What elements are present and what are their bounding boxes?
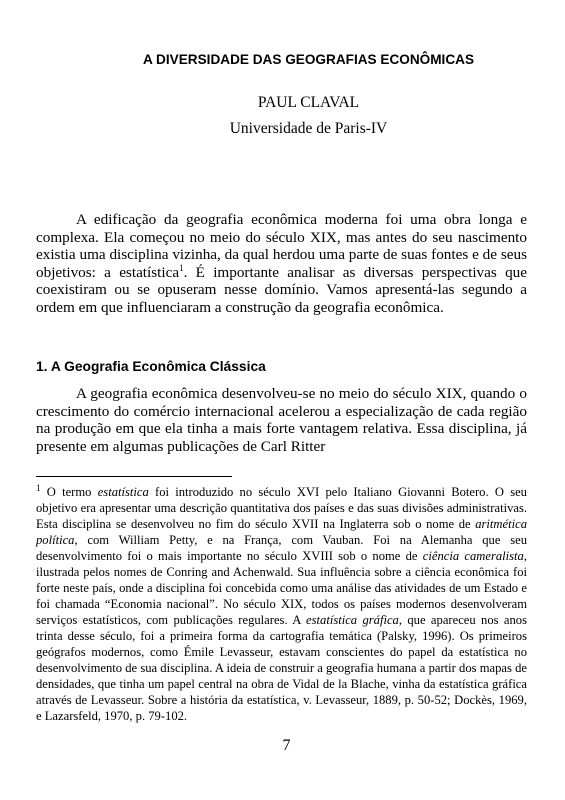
author-name: PAUL CLAVAL: [257, 94, 360, 111]
article-title: A DIVERSIDADE DAS GEOGRAFIAS ECONÔMICAS: [142, 52, 475, 67]
footnote-italic-term: estatística: [97, 485, 149, 499]
section-heading: 1. A Geografia Econômica Clássica: [36, 359, 266, 374]
footnote-text: foi introduzido no século XVI pelo Italiano Giovanni Botero. O seu objetivo era apresentar uma descrição quantitativa dos países e das suas divisões administrativas. Esta disciplina se desenvolveu no fim do século XVII na Inglaterra sob o nome de: [36, 485, 527, 531]
section-paragraph: A geografia econômica desenvolveu-se no meio do século XIX, quando o crescimento do comércio internacional acelerou a especialização de cada região na produção em que ela tinha a mais forte vantagem relativa. Essa disciplina, já presente em algumas publicações de Carl Ritter: [36, 385, 527, 455]
page-number: 7: [282, 737, 291, 754]
footnote-italic-term: estatística gráfica: [306, 613, 399, 627]
footnote-reference[interactable]: 1: [179, 262, 184, 273]
footnote-marker: 1: [36, 482, 41, 493]
footnote: [36, 484, 527, 724]
footnote-text: , que apareceu nos anos trinta desse século, foi a primeira forma da cartografia temática (Palsky, 1996). Os primeiros geógrafos modernos, como Émile Levasseur, estavam conscientes do papel da estatística no desenvolvimento de sua disciplina. A ideia de construir a geografia humana a partir dos mapas de densidades, que tinha um papel central na obra de Vidal de la Blache, vinha da estatística gráfica através de Levasseur. Sobre a história da estatística, v. Levasseur, 1889, p. 50-52; Dockès, 1969, e Lazarsfeld, 1970, p. 79-102.: [36, 613, 527, 723]
footnote-text: , ilustrada pelos nomes de Conring and Achenwald. Sua influência sobre a ciência econômica foi forte neste país, onde a disciplina foi concebida como uma análise das atividades de um Estado e foi chamada “Economia nacional”. No século XIX, todos os países modernos desenvolveram serviços estatísticos, com publicações regulares. A: [36, 549, 527, 627]
author-affiliation: Universidade de Paris-IV: [229, 120, 388, 137]
intro-text-start: A edificação da geografia econômica moderna foi uma obra longa e complexa. Ela começou no meio do século XIX, mas antes do seu nascimento existia uma disciplina vizinha, da qual herdou uma parte de suas fontes e de seus objetivos: a estatística: [36, 211, 527, 281]
footnote-italic-term: ciência cameralista: [422, 549, 524, 563]
footnote-italic-term: aritmética política: [36, 517, 527, 547]
footnote-text: O termo: [40, 485, 98, 499]
footnote-separator: [36, 476, 232, 477]
intro-paragraph: [36, 211, 527, 317]
intro-text-end: . É importante analisar as diversas perspectivas que coexistiram ou se opuseram nesse domínio. Vamos apresentá-las segundo a ordem em que influenciaram a construção da geografia econômica.: [36, 263, 527, 316]
footnote-text: , com William Petty, e na França, com Vauban. Foi na Alemanha que seu desenvolvimento foi o mais importante no século XVIII sob o nome de: [36, 533, 527, 563]
